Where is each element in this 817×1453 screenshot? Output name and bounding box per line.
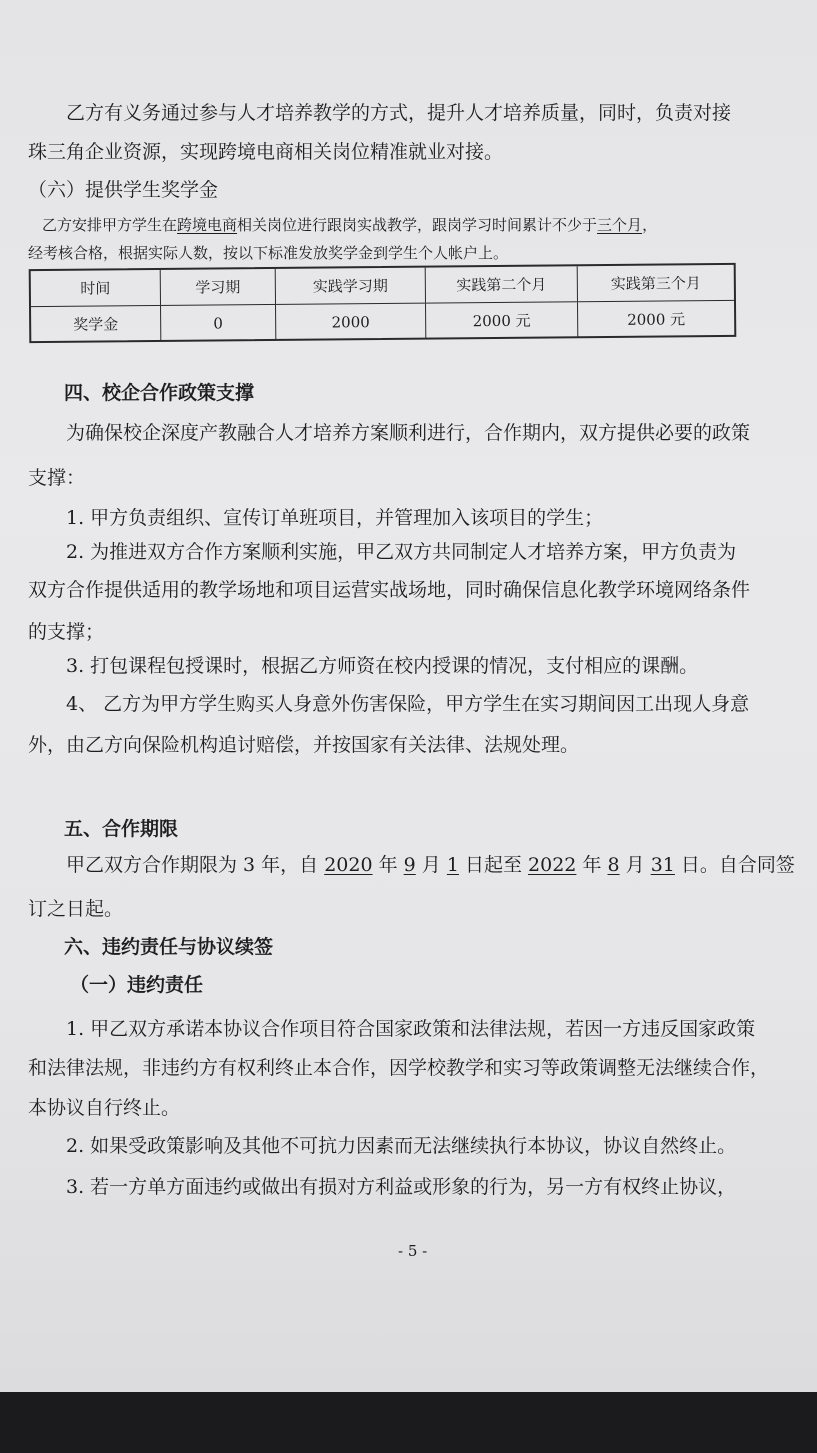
section-heading: 六、违约责任与协议续签	[64, 936, 274, 958]
list-item: 2. 为推进双方合作方案顺利实施，甲乙双方共同制定人才培养方案，甲方负责为	[66, 541, 737, 563]
page-number: - 5 -	[398, 1242, 428, 1260]
filled-blank-duration: 三个月	[597, 216, 643, 234]
end-day: 31	[650, 854, 675, 876]
text-run: 年	[372, 854, 404, 876]
paragraph-line: 订之日起。	[28, 898, 124, 920]
table-cell: 2000	[276, 304, 426, 340]
text-run: ，	[642, 216, 658, 234]
subsection-heading: （一）违约责任	[70, 974, 204, 996]
paragraph-line: 的支撑；	[28, 621, 105, 643]
term-period-line	[66, 853, 795, 877]
paragraph-line: 3. 若一方单方面违约或做出有损对方利益或形象的行为，另一方有权终止协议，	[66, 1176, 737, 1198]
paragraph-line: 乙方有义务通过参与人才培养教学的方式，提升人才培养质量，同时，负责对接	[66, 102, 732, 124]
paragraph-line: 本协议自行终止。	[28, 1097, 181, 1119]
text-run: 日起至	[458, 854, 529, 876]
paragraph-line: 和法律法规，非违约方有权利终止本合作，因学校教学和实习等政策调整无法继续合作，	[28, 1057, 770, 1079]
section-heading: 五、合作期限	[64, 818, 179, 840]
text-run: 年	[576, 854, 608, 876]
table-header-cell: 时间	[31, 270, 161, 306]
table-header-cell: 学习期	[161, 269, 276, 305]
filled-blank-position: 跨境电商	[177, 216, 238, 234]
scholarship-paragraph-line: 经考核合格，根据实际人数，按以下标准发放奖学金到学生个人帐户上。	[28, 244, 509, 262]
paragraph-line: 1. 甲乙双方承诺本协议合作项目符合国家政策和法律法规，若因一方违反国家政策	[66, 1018, 756, 1040]
table-cell: 2000 元	[627, 310, 686, 329]
text-run: 甲乙双方合作期限为 3 年，自	[66, 854, 325, 876]
paragraph-line: 外，由乙方向保险机构追讨赔偿，并按国家有关法律、法规处理。	[28, 734, 580, 756]
subsection-heading: （六）提供学生奖学金	[28, 179, 219, 201]
table-header-cell: 实践第二个月	[426, 266, 578, 302]
table-header-cell: 实践第三个月	[610, 274, 701, 294]
list-item: 1. 甲方负责组织、宣传订单班项目，并管理加入该项目的学生；	[66, 507, 604, 529]
list-item: 4、 乙方为甲方学生购买人身意外伤害保险，甲方学生在实习期间因工出现人身意	[66, 693, 750, 715]
text-run: 月	[619, 854, 651, 876]
text-run: 日。自合同签	[674, 854, 795, 876]
start-year: 2020	[324, 854, 373, 876]
paragraph-line: 珠三角企业资源，实现跨境电商相关岗位精准就业对接。	[28, 141, 504, 163]
table-row	[31, 301, 734, 342]
table-header-cell: 实践学习期	[276, 268, 426, 304]
start-month: 9	[403, 854, 416, 876]
section-heading: 四、校企合作政策支撑	[64, 382, 255, 404]
paragraph-line: 2. 如果受政策影响及其他不可抗力因素而无法继续执行本协议，协议自然终止。	[66, 1135, 737, 1157]
end-month: 8	[607, 854, 620, 876]
end-year: 2022	[528, 854, 577, 876]
table-cell: 0	[161, 305, 276, 341]
scholarship-paragraph-line	[42, 213, 657, 237]
paragraph-line: 双方合作提供适用的教学场地和项目运营实战场地，同时确保信息化教学环境网络条件	[28, 579, 751, 601]
table-cell: 奖学金	[31, 306, 161, 342]
table-cell: 2000 元	[426, 302, 578, 338]
scholarship-table	[29, 263, 737, 343]
text-run: 相关岗位进行跟岗实战教学，跟岗学习时间累计不少于	[237, 216, 598, 234]
table-header-row	[31, 265, 734, 307]
list-item: 3. 打包课程包授课时，根据乙方师资在校内授课的情况，支付相应的课酬。	[66, 655, 699, 677]
text-run: 乙方安排甲方学生在	[42, 216, 178, 234]
paragraph-line: 支撑：	[28, 467, 86, 489]
text-run: 月	[415, 854, 447, 876]
start-day: 1	[446, 854, 459, 876]
paragraph-line: 为确保校企深度产教融合人才培养方案顺利进行，合作期内，双方提供必要的政策	[66, 422, 751, 444]
